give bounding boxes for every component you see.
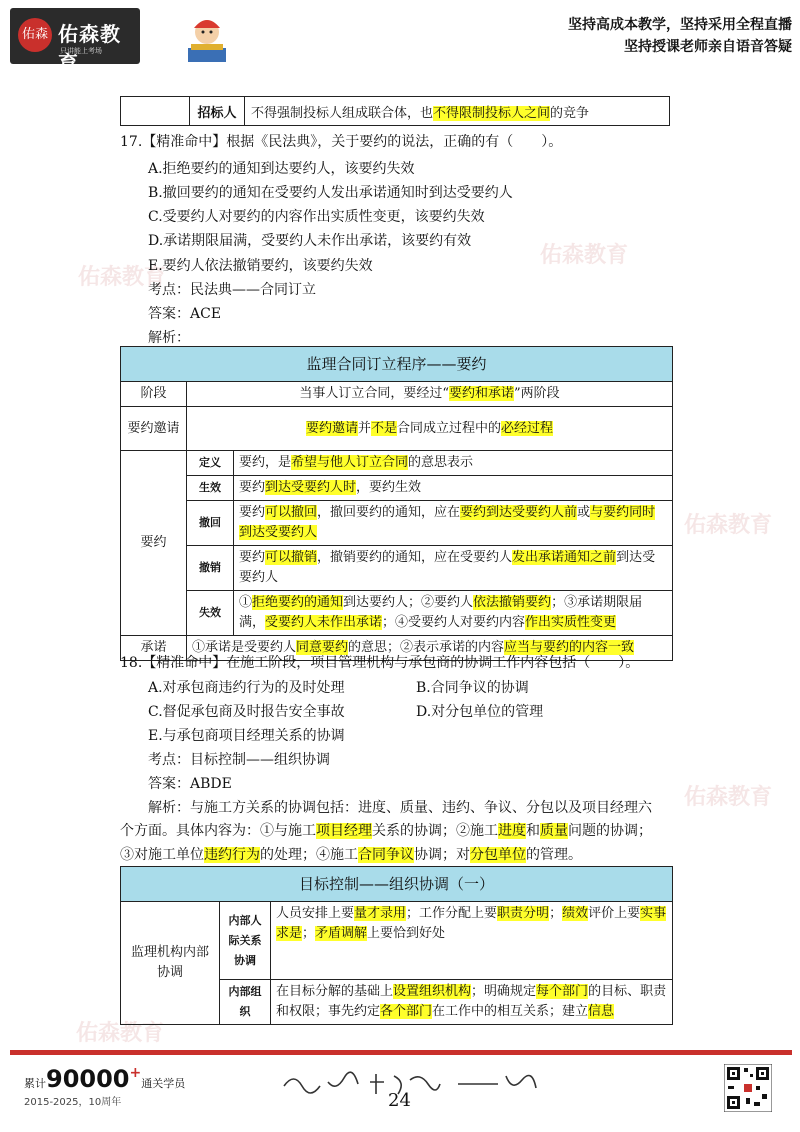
- watermark: 佑森教育: [540, 243, 629, 268]
- row-text: 人员安排上要量才录用；工作分配上要职责分明；绩效评价上要实事求是；矛盾调解上要恰到好处: [271, 902, 673, 980]
- sub-label: 内部人际关系协调: [220, 902, 271, 980]
- watermark: 佑森教育: [78, 265, 167, 290]
- empty-cell: [121, 97, 190, 126]
- sub-label: 撤回: [187, 501, 234, 546]
- question-17-stem: 17.【精准命中】根据《民法典》，关于要约的说法，正确的有（ ）。: [120, 134, 563, 150]
- analysis-line: 个方面。具体内容为：①与施工项目经理关系的协调；②施工进度和质量问题的协调；: [120, 823, 652, 839]
- answer: 答案：ACE: [148, 306, 222, 322]
- knowledge-point: 考点：民法典——合同订立: [148, 282, 316, 298]
- option-b: B.合同争议的协调: [416, 680, 529, 696]
- row-text: ①承诺是受要约人同意要约的意思；②表示承诺的内容应当与要约的内容一致: [187, 636, 673, 661]
- question-18-stem: 18.【精准命中】在施工阶段，项目管理机构与承包商的协调工作内容包括（ ）。: [120, 655, 640, 671]
- sub-label: 失效: [187, 591, 234, 636]
- row-text: 要约邀请并不是合同成立过程中的必经过程: [187, 407, 673, 451]
- row-text: ①拒绝要约的通知到达要约人；②要约人依法撤销要约；③承诺期限届满，受要约人未作出承诺；④受要约人对要约内容作出实质性变更: [234, 591, 673, 636]
- logo-name: 佑森教育: [58, 22, 121, 75]
- analysis-line: ③对施工单位违约行为的处理；④施工合同争议协调；对分包单位的管理。: [120, 847, 582, 863]
- row-text: 在目标分解的基础上设置组织机构；明确规定每个部门的目标、职责和权限；事先约定各个部门在工作中的相互关系；建立信息: [271, 980, 673, 1025]
- row-label: 要约: [121, 451, 187, 636]
- option-a: A.拒绝要约的通知到达要约人，该要约失效: [148, 161, 415, 177]
- answer: 答案：ABDE: [148, 776, 232, 792]
- option-b: B.撤回要约的通知在受要约人发出承诺通知时到达受要约人: [148, 185, 513, 201]
- mascot-icon: [182, 10, 232, 64]
- slogan-line: 坚持授课老师亲自语音答疑: [624, 39, 792, 55]
- option-e: E.要约人依法撤销要约，该要约失效: [148, 258, 373, 274]
- previous-table-row: [120, 96, 670, 126]
- logo-tagline: 只讲能上考场: [60, 47, 102, 55]
- footer-years: 2015-2025，10周年: [24, 1097, 122, 1108]
- row-text: 要约可以撤回，撤回要约的通知，应在要约到达受要约人前或与要约同时到达受要约人: [234, 501, 673, 546]
- knowledge-point: 考点：目标控制——组织协调: [148, 752, 330, 768]
- watermark: 佑森教育: [684, 513, 773, 538]
- row-text: 要约，是希望与他人订立合同的意思表示: [234, 451, 673, 476]
- footer-stat: 累计90000+通关学员 2015-2025，10周年: [24, 1065, 186, 1108]
- watermark: 佑森教育: [684, 785, 773, 810]
- row-text: 要约到达受要约人时，要约生效: [234, 476, 673, 501]
- option-a: A.对承包商违约行为的及时处理: [148, 680, 345, 696]
- row-text: 不得强制投标人组成联合体，也不得限制投标人之间的竞争: [245, 97, 670, 126]
- footer-divider: [10, 1050, 792, 1055]
- row-label: 招标人: [190, 97, 245, 126]
- logo-seal: 佑森: [18, 18, 52, 52]
- row-label: 监理机构内部协调: [121, 902, 220, 1025]
- brand-logo: [10, 8, 140, 75]
- sub-label: 定义: [187, 451, 234, 476]
- signature-scribble: [278, 1066, 548, 1100]
- header-slogan: [568, 14, 792, 58]
- page-header: [10, 8, 792, 75]
- qr-code-icon: [724, 1064, 772, 1112]
- analysis-line: 解析：与施工方关系的协调包括：进度、质量、违约、争议、分包以及项目经理六: [148, 800, 652, 816]
- row-label: 承诺: [121, 636, 187, 661]
- sub-label: 内部组织: [220, 980, 271, 1025]
- watermark: 佑森教育: [76, 1021, 165, 1046]
- table-title: 目标控制——组织协调（一）: [121, 867, 673, 902]
- offer-table: [120, 346, 673, 661]
- table-title: 监理合同订立程序——要约: [121, 347, 673, 382]
- option-c: C.受要约人对要约的内容作出实质性变更，该要约失效: [148, 209, 485, 225]
- option-d: D.对分包单位的管理: [416, 704, 544, 720]
- page-number: 24: [388, 1090, 411, 1111]
- option-d: D.承诺期限届满，受要约人未作出承诺，该要约有效: [148, 233, 472, 249]
- row-text: 当事人订立合同，要经过“要约和承诺”两阶段: [187, 382, 673, 407]
- option-e: E.与承包商项目经理关系的协调: [148, 728, 345, 744]
- analysis-label: 解析：: [148, 330, 190, 346]
- sub-label: 撤销: [187, 546, 234, 591]
- option-c: C.督促承包商及时报告安全事故: [148, 704, 345, 720]
- sub-label: 生效: [187, 476, 234, 501]
- row-text: 要约可以撤销，撤销要约的通知，应在受要约人发出承诺通知之前到达受要约人: [234, 546, 673, 591]
- coordination-table: [120, 866, 673, 1025]
- slogan-line: 坚持高成本教学，坚持采用全程直播: [568, 17, 792, 33]
- row-label: 要约邀请: [121, 407, 187, 451]
- row-label: 阶段: [121, 382, 187, 407]
